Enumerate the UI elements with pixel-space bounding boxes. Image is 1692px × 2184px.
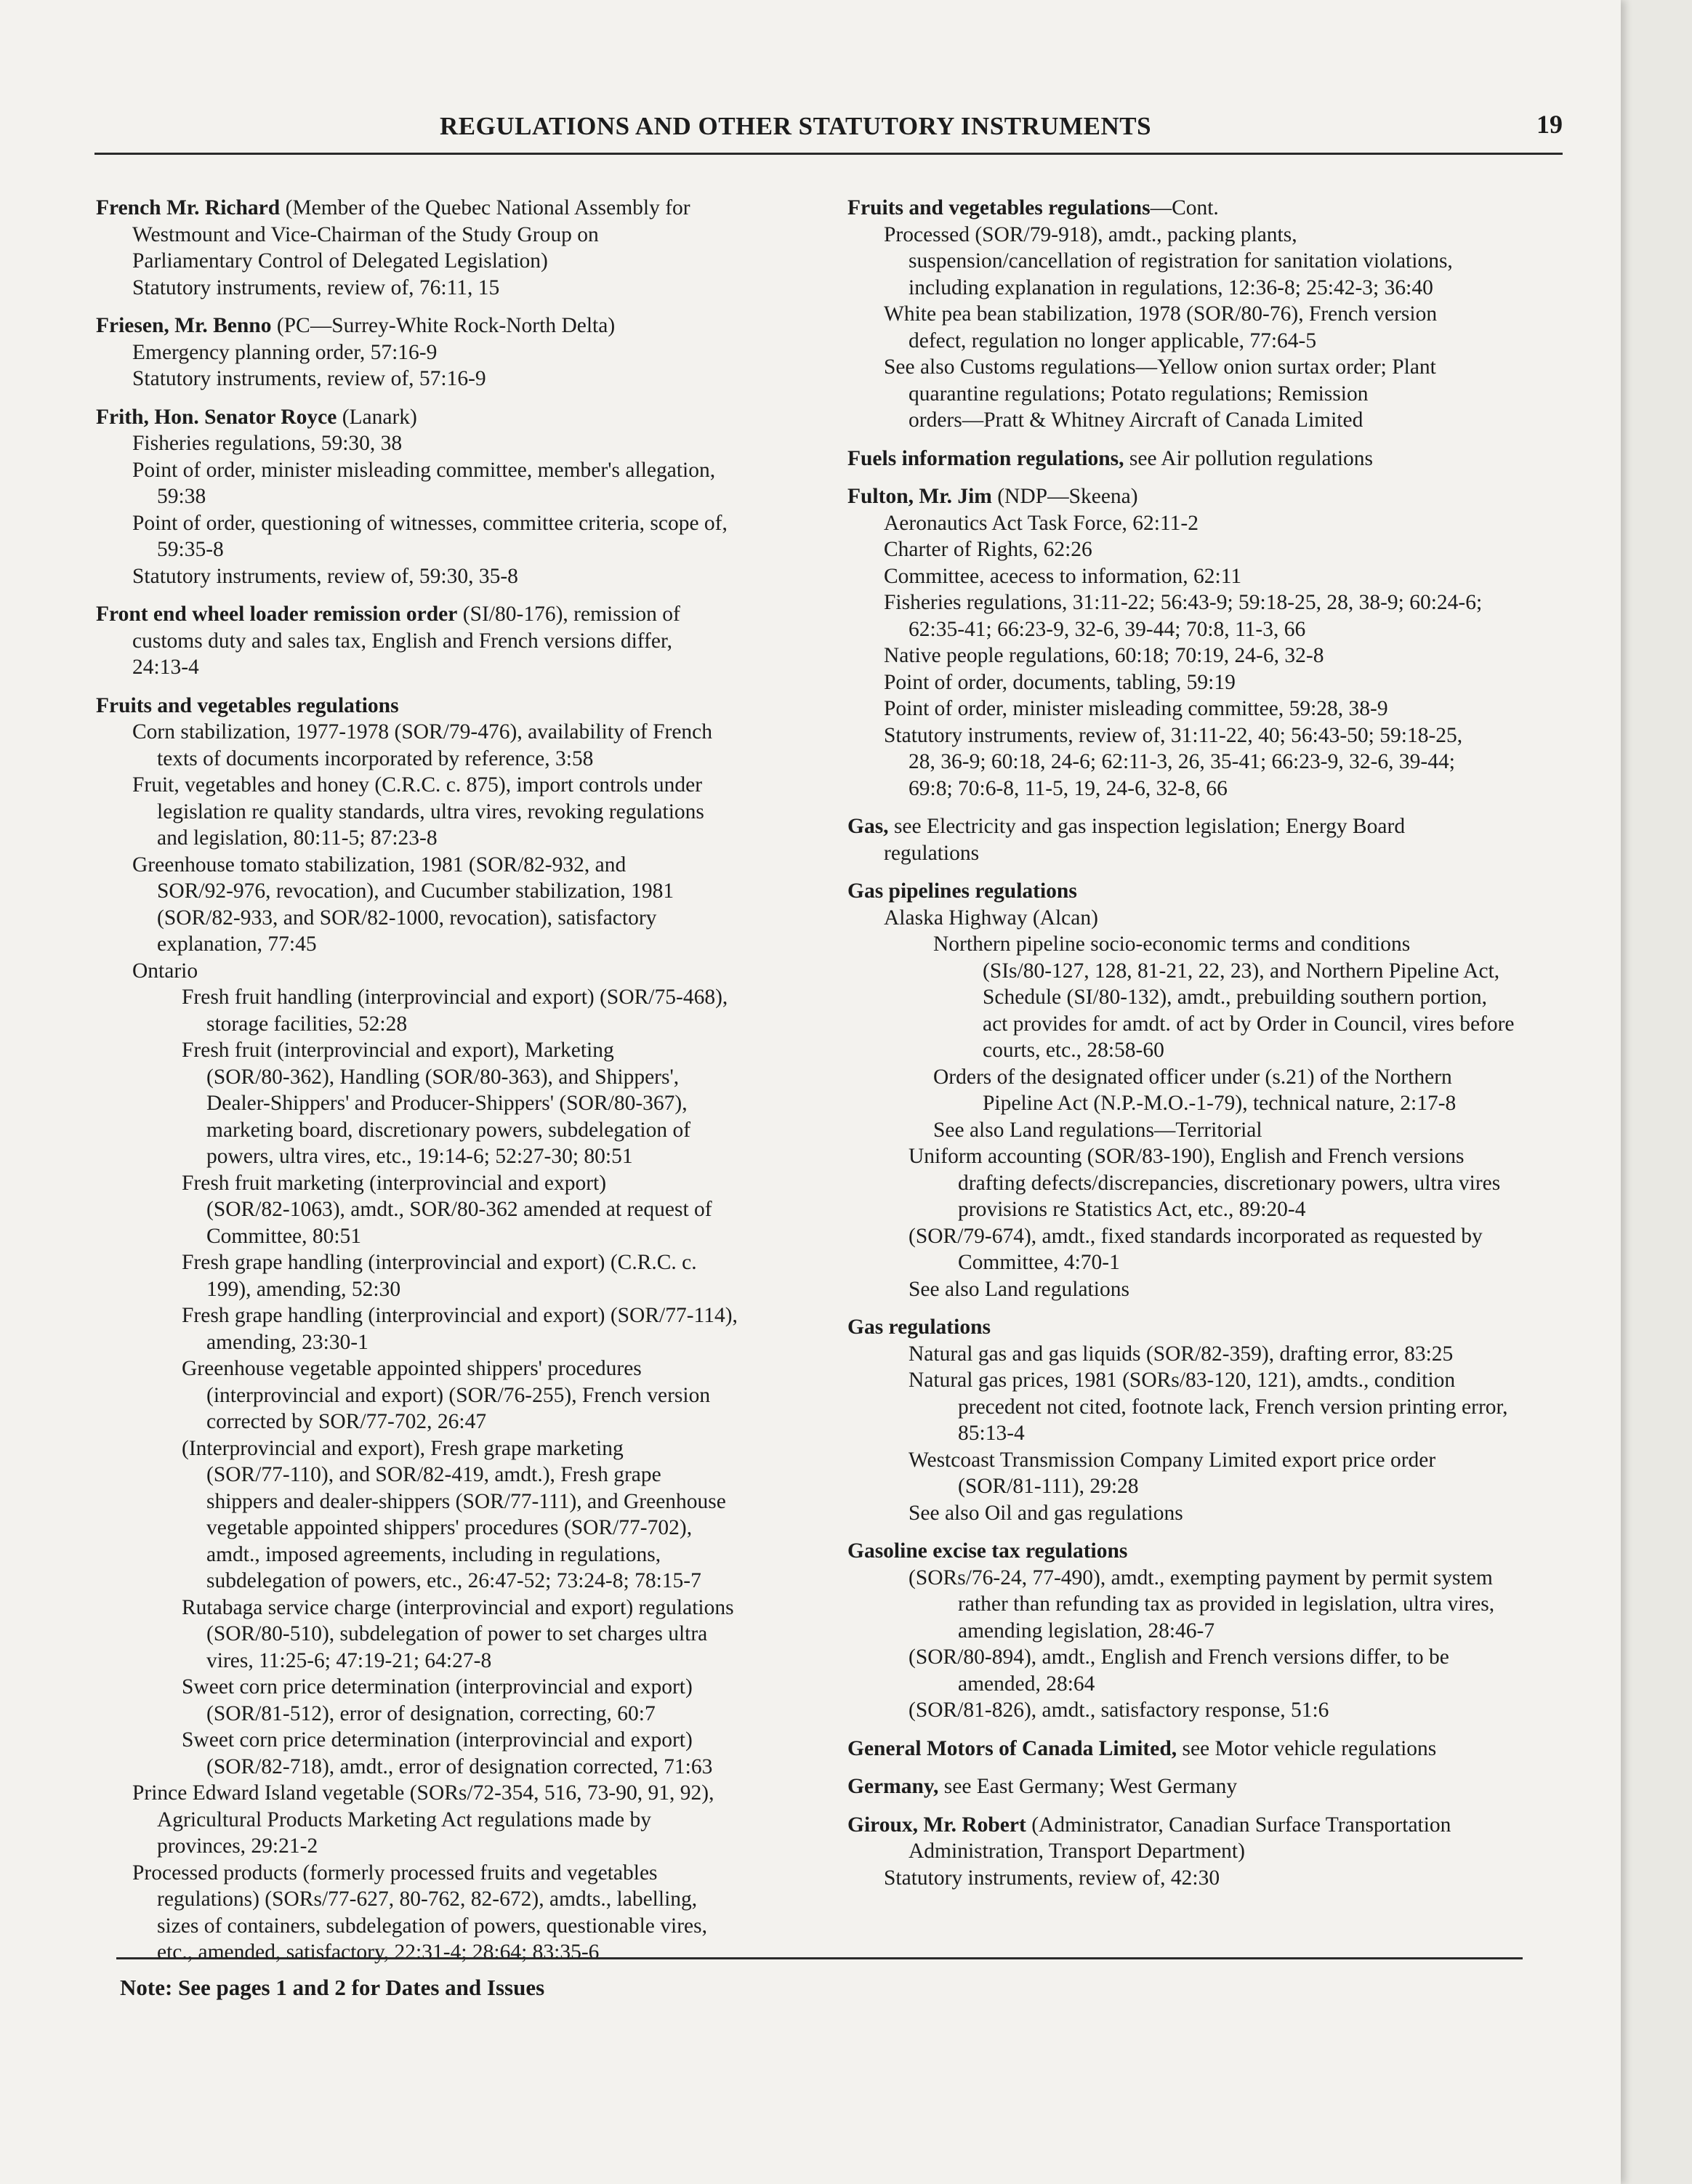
index-text: Native people regulations, 60:18; 70:19, 24-6, 32-8 [884, 644, 1324, 667]
index-subentry-line [847, 642, 1589, 669]
index-text: explanation, 77:45 [157, 932, 317, 956]
index-text: Fresh fruit marketing (interprovincial and export) [182, 1171, 607, 1195]
index-text: drafting defects/discrepancies, discretionary powers, ultra vires [958, 1171, 1501, 1195]
entry-spacer [847, 802, 1589, 813]
index-text: (Administrator, Canadian Surface Transportation [1026, 1813, 1451, 1837]
index-text: etc., amended, satisfactory, 22:31-4; 28:64; 83:35-6 [157, 1941, 600, 1964]
index-subentry-line [96, 1276, 826, 1303]
index-subentry-line [96, 1170, 826, 1197]
index-text: Fresh grape handling (interprovincial and export) (C.R.C. c. [182, 1251, 697, 1274]
index-text: Processed (SOR/79-918), amdt., packing plants, [884, 222, 1297, 246]
index-text: Committee, acecess to information, 62:11 [884, 564, 1242, 588]
index-subentry-line [96, 1409, 826, 1435]
index-text: courts, etc., 28:58-60 [983, 1039, 1164, 1062]
index-text: 28, 36-9; 60:18, 24-6; 62:11-3, 26, 35-41; 66:23-9, 32-6, 39-44; [909, 750, 1455, 773]
index-subentry-line [96, 248, 826, 275]
index-subentry-line [847, 1037, 1589, 1064]
index-heading-line [847, 1773, 1589, 1800]
index-subentry-line [847, 1143, 1589, 1170]
index-text: (SOR/81-826), amdt., satisfactory response, 51:6 [909, 1699, 1329, 1722]
index-subentry-line [96, 222, 826, 249]
index-text: (SOR/81-512), error of designation, correcting, 60:7 [206, 1701, 656, 1725]
index-text: (Member of the Quebec National Assembly for [280, 196, 690, 219]
index-subentry-line [847, 1117, 1589, 1144]
index-subentry-line [96, 1807, 826, 1834]
index-text: defect, regulation no longer applicable, 77:64-5 [909, 329, 1317, 352]
index-heading-line [847, 1314, 1589, 1341]
index-subentry-line [96, 1542, 826, 1568]
index-subentry-line [96, 1621, 826, 1648]
index-text: see Motor vehicle regulations [1177, 1736, 1437, 1760]
index-subentry-line [96, 1860, 826, 1887]
index-subentry-line [96, 878, 826, 905]
index-subentry-line [847, 1170, 1589, 1197]
index-heading: Gasoline excise tax regulations [847, 1539, 1128, 1563]
index-text: regulations [884, 841, 980, 865]
index-subentry-line [847, 1838, 1589, 1865]
index-subentry-line [96, 1302, 826, 1329]
index-subentry-line [847, 563, 1589, 590]
index-subentry-line [847, 222, 1589, 249]
index-subentry-line [847, 958, 1589, 985]
index-text: Prince Edward Island vegetable (SORs/72-354, 516, 73-90, 91, 92), [132, 1781, 714, 1805]
index-text: regulations) (SORs/77-627, 80-762, 82-672), amdts., labelling, [157, 1887, 698, 1911]
index-text: Statutory instruments, review of, 31:11-22, 40; 56:43-50; 59:18-25, [884, 723, 1463, 747]
index-subentry-line [96, 1515, 826, 1542]
index-subentry-line [847, 1249, 1589, 1276]
index-subentry-line [847, 840, 1589, 867]
index-text: Fruit, vegetables and honey (C.R.C. c. 875), import controls under [132, 773, 703, 797]
index-heading: Fruits and vegetables regulations [96, 693, 399, 717]
index-subentry-line [847, 1420, 1589, 1447]
index-subentry-line [96, 1727, 826, 1754]
index-text: Northern pipeline socio-economic terms and conditions [933, 932, 1411, 956]
index-subentry-line [96, 1382, 826, 1409]
index-text: 59:38 [157, 485, 206, 508]
index-heading: Front end wheel loader remission order [96, 603, 458, 626]
index-subentry-line [96, 1196, 826, 1223]
entry-spacer [96, 392, 826, 404]
index-text: 24:13-4 [132, 656, 199, 679]
index-subentry-line [96, 1648, 826, 1675]
index-text: vegetable appointed shippers' procedures (SOR/77-702), [206, 1516, 693, 1539]
index-text: Agricultural Products Marketing Act regulations made by [157, 1808, 651, 1832]
index-text: Natural gas and gas liquids (SOR/82-359), drafting error, 83:25 [909, 1342, 1454, 1366]
index-text: see East Germany; West Germany [938, 1775, 1238, 1798]
index-text: customs duty and sales tax, English and French versions differ, [132, 629, 673, 653]
index-text: amdt., imposed agreements, including in regulations, [206, 1542, 661, 1566]
index-subentry-line [847, 536, 1589, 563]
index-subentry-line [847, 616, 1589, 643]
index-text: Sweet corn price determination (interprovincial and export) [182, 1675, 693, 1699]
index-text: Point of order, minister misleading committee, 59:28, 38-9 [884, 697, 1388, 720]
index-subentry-line [847, 1697, 1589, 1724]
index-text: Statutory instruments, review of, 76:11, 15 [132, 275, 500, 299]
index-text: amended, 28:64 [958, 1672, 1095, 1696]
index-subentry-line [96, 772, 826, 799]
index-text: texts of documents incorporated by reference, 3:58 [157, 746, 594, 770]
index-text: powers, ultra vires, etc., 19:14-6; 52:27-30; 80:51 [206, 1145, 633, 1168]
index-text: 59:35-8 [157, 538, 224, 561]
index-subentry-line [96, 1249, 826, 1276]
index-subentry-line [96, 746, 826, 773]
page-number: 19 [1536, 110, 1563, 139]
index-subentry-line [96, 1064, 826, 1091]
index-text: Emergency planning order, 57:16-9 [132, 340, 438, 364]
index-subentry-line [96, 1595, 826, 1621]
page-header [94, 109, 1563, 155]
entry-spacer [96, 681, 826, 693]
index-text: Fresh fruit (interprovincial and export), Marketing [182, 1039, 614, 1062]
index-text: see Air pollution regulations [1124, 446, 1373, 470]
index-subentry-line [96, 1117, 826, 1144]
index-subentry-line [847, 1644, 1589, 1671]
index-text: (SOR/77-110), and SOR/82-419, amdt.), Fresh grape [206, 1463, 661, 1486]
index-subentry-line [96, 1488, 826, 1515]
index-subentry-line [847, 749, 1589, 775]
index-heading-line [96, 313, 826, 339]
index-text: Uniform accounting (SOR/83-190), English and French versions [909, 1145, 1465, 1168]
index-text: Processed products (formerly processed fruits and vegetables [132, 1861, 658, 1885]
index-text: (SORs/76-24, 77-490), amdt., exempting payment by permit system [909, 1566, 1493, 1589]
index-text: Fisheries regulations, 59:30, 38 [132, 432, 403, 455]
index-text: 69:8; 70:6-8, 11-5, 19, 24-6, 32-8, 66 [909, 776, 1228, 800]
index-subentry-line [96, 339, 826, 366]
index-subentry-line [847, 722, 1589, 749]
index-heading-line [847, 483, 1589, 510]
index-heading-line [96, 195, 826, 222]
index-text: (SI/80-176), remission of [457, 603, 680, 626]
index-subentry-line [96, 1833, 826, 1860]
index-subentry-line [847, 1064, 1589, 1091]
entry-spacer [96, 301, 826, 313]
index-subentry-line [847, 1090, 1589, 1117]
index-text: (SOR/80-894), amdt., English and French versions differ, to be [909, 1645, 1449, 1669]
index-text: 62:35-41; 66:23-9, 32-6, 39-44; 70:8, 11-3, 66 [909, 617, 1306, 641]
index-subentry-line [847, 407, 1589, 434]
index-subentry-line [847, 1591, 1589, 1618]
index-subentry-line [847, 905, 1589, 932]
index-subentry-line [96, 483, 826, 510]
index-text: Sweet corn price determination (interprovincial and export) [182, 1728, 693, 1752]
left-column [96, 195, 826, 1978]
index-subentry-line [96, 852, 826, 879]
index-subentry-line [847, 1341, 1589, 1368]
index-subentry-line [96, 1913, 826, 1940]
index-subentry-line [96, 1701, 826, 1728]
index-text: (SOR/80-510), subdelegation of power to set charges ultra [206, 1622, 708, 1645]
index-text: Point of order, minister misleading committee, member's allegation, [132, 458, 716, 482]
entry-spacer [847, 434, 1589, 446]
index-subentry-line [96, 1886, 826, 1913]
index-heading: Gas regulations [847, 1315, 991, 1339]
index-subentry-line [847, 775, 1589, 802]
index-subentry-line [96, 1462, 826, 1488]
index-heading: Fuels information regulations, [847, 446, 1124, 470]
index-subentry-line [847, 301, 1589, 328]
index-subentry-line [847, 1865, 1589, 1892]
index-text: Fresh fruit handling (interprovincial and export) (SOR/75-468), [182, 986, 728, 1009]
index-text: Administration, Transport Department) [909, 1840, 1245, 1863]
index-heading: Germany, [847, 1775, 939, 1798]
index-text: Rutabaga service charge (interprovincial and export) regulations [182, 1595, 734, 1619]
index-subentry-line [96, 1143, 826, 1170]
index-subentry-line [96, 1011, 826, 1038]
index-text: Westmount and Vice-Chairman of the Study Group on [132, 222, 599, 246]
index-text: Statutory instruments, review of, 59:30, 35-8 [132, 564, 518, 588]
index-subentry-line [96, 1090, 826, 1117]
index-text: Pipeline Act (N.P.-M.O.-1-79), technical nature, 2:17-8 [983, 1092, 1457, 1115]
index-text: White pea bean stabilization, 1978 (SOR/80-76), French version [884, 302, 1438, 326]
index-text: Fresh grape handling (interprovincial and export) (SOR/77-114), [182, 1304, 738, 1327]
index-subentry-line [847, 669, 1589, 696]
index-subentry-line [847, 1447, 1589, 1474]
index-text: and legislation, 80:11-5; 87:23-8 [157, 826, 438, 850]
index-heading-line [96, 404, 826, 431]
index-subentry-line [847, 696, 1589, 722]
index-text: (SOR/81-111), 29:28 [958, 1475, 1139, 1498]
index-text: Corn stabilization, 1977-1978 (SOR/79-476), availability of French [132, 720, 713, 744]
index-heading-line [847, 1812, 1589, 1839]
index-subentry-line [96, 628, 826, 655]
index-text: Point of order, questioning of witnesses, committee criteria, scope of, [132, 511, 728, 535]
index-subentry-line [847, 248, 1589, 275]
index-heading-line [847, 813, 1589, 840]
index-subentry-line [847, 589, 1589, 616]
index-subentry-line [96, 1355, 826, 1382]
index-subentry-line [847, 1011, 1589, 1038]
index-text: Natural gas prices, 1981 (SORs/83-120, 121), amdts., condition [909, 1369, 1456, 1392]
index-heading-line [96, 601, 826, 628]
index-subentry-line [847, 1618, 1589, 1645]
index-subentry-line [847, 1223, 1589, 1250]
index-text: Parliamentary Control of Delegated Legislation) [132, 249, 548, 273]
index-heading-line [96, 693, 826, 720]
index-text: vires, 11:25-6; 47:19-21; 64:27-8 [206, 1648, 492, 1672]
index-text: legislation re quality standards, ultra vires, revoking regulations [157, 799, 704, 823]
index-text: (interprovincial and export) (SOR/76-255), French version [206, 1383, 711, 1407]
index-subentry-line [96, 719, 826, 746]
entry-spacer [847, 1724, 1589, 1736]
footer-divider [116, 1957, 1523, 1959]
right-column [847, 195, 1589, 1891]
index-text: (SIs/80-127, 128, 81-21, 22, 23), and Northern Pipeline Act, [983, 959, 1500, 983]
index-text: corrected by SOR/77-702, 26:47 [206, 1410, 487, 1433]
index-heading: French Mr. Richard [96, 196, 281, 219]
index-text: Aeronautics Act Task Force, 62:11-2 [884, 511, 1198, 535]
index-subentry-line [96, 1037, 826, 1064]
index-text: 199), amending, 52:30 [206, 1277, 401, 1301]
index-text: provinces, 29:21-2 [157, 1834, 318, 1858]
index-heading-line [847, 1736, 1589, 1762]
index-text: including explanation in regulations, 12:36-8; 25:42-3; 36:40 [909, 275, 1433, 299]
index-subentry-line [847, 1367, 1589, 1394]
index-heading: Frith, Hon. Senator Royce [96, 405, 337, 429]
index-text: sizes of containers, subdelegation of powers, questionable vires, [157, 1914, 707, 1938]
index-text: orders—Pratt & Whitney Aircraft of Canada Limited [909, 408, 1363, 432]
index-text: Statutory instruments, review of, 42:30 [884, 1866, 1220, 1890]
index-subentry-line [847, 510, 1589, 537]
index-text: SOR/92-976, revocation), and Cucumber stabilization, 1981 [157, 879, 674, 903]
index-subentry-line [96, 563, 826, 590]
index-text: See also Customs regulations—Yellow onion surtax order; Plant [884, 355, 1436, 379]
index-subentry-line [96, 536, 826, 563]
index-subentry-line [847, 1473, 1589, 1500]
entry-spacer [847, 1526, 1589, 1538]
index-text: Schedule (SI/80-132), amdt., prebuilding southern portion, [983, 986, 1487, 1009]
index-heading-line [847, 1538, 1589, 1565]
index-text: shippers and dealer-shippers (SOR/77-111), and Greenhouse [206, 1489, 726, 1513]
index-subentry-line [96, 1435, 826, 1462]
index-text: quarantine regulations; Potato regulations; Remission [909, 382, 1369, 406]
index-text: (NDP—Skeena) [991, 485, 1138, 508]
index-subentry-line [96, 510, 826, 537]
index-subentry-line [96, 958, 826, 985]
index-subentry-line [96, 799, 826, 826]
index-text: (SOR/82-718), amdt., error of designation corrected, 71:63 [206, 1754, 713, 1778]
index-text: (SOR/79-674), amdt., fixed standards incorporated as requested by [909, 1224, 1483, 1248]
index-text: rather than refunding tax as provided in legislation, ultra vires, [958, 1592, 1495, 1616]
index-subentry-line [96, 825, 826, 852]
index-subentry-line [847, 1565, 1589, 1592]
index-subentry-line [96, 457, 826, 484]
index-text: precedent not cited, footnote lack, French version printing error, [958, 1395, 1508, 1419]
index-text: Statutory instruments, review of, 57:16-9 [132, 367, 486, 390]
index-text: see Electricity and gas inspection legislation; Energy Board [888, 815, 1406, 838]
index-subentry-line [96, 1568, 826, 1595]
index-text: subdelegation of powers, etc., 26:47-52; 73:24-8; 78:15-7 [206, 1569, 701, 1592]
index-text: Charter of Rights, 62:26 [884, 538, 1092, 561]
index-subentry-line [847, 984, 1589, 1011]
index-subentry-line [96, 984, 826, 1011]
index-text: (SOR/80-362), Handling (SOR/80-363), and Shippers', [206, 1065, 680, 1089]
index-text: 85:13-4 [958, 1422, 1025, 1445]
entry-spacer [96, 589, 826, 601]
index-text: provisions re Statistics Act, etc., 89:20-4 [958, 1198, 1306, 1221]
index-text: (SOR/82-1063), amdt., SOR/80-362 amended at request of [206, 1198, 712, 1221]
entry-spacer [847, 1762, 1589, 1773]
index-text: Fisheries regulations, 31:11-22; 56:43-9; 59:18-25, 28, 38-9; 60:24-6; [884, 591, 1483, 614]
index-text: act provides for amdt. of act by Order in Council, vires before [983, 1012, 1515, 1036]
index-subentry-line [96, 905, 826, 932]
footer-note: Note: See pages 1 and 2 for Dates and Issues [120, 1975, 545, 2000]
index-heading: Giroux, Mr. Robert [847, 1813, 1026, 1837]
index-text: Dealer-Shippers' and Producer-Shippers' (SOR/80-367), [206, 1092, 688, 1115]
index-subentry-line [847, 354, 1589, 381]
index-text: marketing board, discretionary powers, subdelegation of [206, 1118, 691, 1142]
index-subentry-line [96, 1329, 826, 1356]
index-text: Alaska Highway (Alcan) [884, 906, 1098, 930]
index-subentry-line [847, 1276, 1589, 1303]
entry-spacer [847, 1800, 1589, 1812]
index-subentry-line [96, 931, 826, 958]
index-heading: Fruits and vegetables regulations [847, 196, 1151, 219]
index-subentry-line [96, 1754, 826, 1781]
entry-spacer [847, 1302, 1589, 1314]
entry-spacer [847, 866, 1589, 878]
index-subentry-line [96, 275, 826, 302]
index-text: amending legislation, 28:46-7 [958, 1619, 1215, 1643]
index-heading: General Motors of Canada Limited, [847, 1736, 1177, 1760]
index-heading-line [847, 878, 1589, 905]
index-subentry-line [847, 931, 1589, 958]
index-text: See also Land regulations—Territorial [933, 1118, 1262, 1142]
index-text: —Cont. [1150, 196, 1219, 219]
entry-spacer [847, 472, 1589, 483]
index-text: Greenhouse vegetable appointed shippers' procedures [182, 1357, 642, 1380]
index-subentry-line [96, 366, 826, 392]
index-text: Greenhouse tomato stabilization, 1981 (SOR/82-932, and [132, 853, 627, 877]
index-text: (PC—Surrey-White Rock-North Delta) [271, 314, 616, 337]
index-text: (Lanark) [337, 405, 417, 429]
index-subentry-line [96, 1223, 826, 1250]
index-subentry-line [847, 1671, 1589, 1698]
index-text: Ontario [132, 959, 198, 983]
index-text: amending, 23:30-1 [206, 1330, 368, 1354]
index-subentry-line [96, 654, 826, 681]
index-subentry-line [847, 328, 1589, 355]
index-subentry-line [96, 1939, 826, 1966]
index-subentry-line [847, 1196, 1589, 1223]
index-text: Committee, 80:51 [206, 1224, 362, 1248]
index-text: Committee, 4:70-1 [958, 1251, 1120, 1274]
page-title: REGULATIONS AND OTHER STATUTORY INSTRUMENTS [440, 112, 1152, 140]
index-heading: Friesen, Mr. Benno [96, 314, 272, 337]
index-subentry-line [847, 381, 1589, 408]
index-heading: Gas, [847, 815, 889, 838]
index-text: Westcoast Transmission Company Limited export price order [909, 1448, 1436, 1472]
index-heading-line [847, 195, 1589, 222]
index-text: (Interprovincial and export), Fresh grape marketing [182, 1436, 624, 1460]
index-text: Orders of the designated officer under (s.21) of the Northern [933, 1065, 1452, 1089]
index-text: See also Oil and gas regulations [909, 1501, 1183, 1525]
index-subentry-line [847, 1500, 1589, 1527]
index-subentry-line [847, 1394, 1589, 1421]
index-subentry-line [96, 430, 826, 457]
index-heading-line [847, 446, 1589, 472]
index-subentry-line [96, 1780, 826, 1807]
index-text: (SOR/82-933, and SOR/82-1000, revocation), satisfactory [157, 906, 657, 930]
index-text: See also Land regulations [909, 1277, 1129, 1301]
index-heading: Gas pipelines regulations [847, 879, 1077, 903]
index-text: Point of order, documents, tabling, 59:19 [884, 670, 1236, 694]
index-subentry-line [96, 1674, 826, 1701]
index-text: storage facilities, 52:28 [206, 1012, 408, 1036]
index-heading: Fulton, Mr. Jim [847, 485, 992, 508]
index-subentry-line [847, 275, 1589, 302]
index-text: suspension/cancellation of registration for sanitation violations, [909, 249, 1453, 273]
